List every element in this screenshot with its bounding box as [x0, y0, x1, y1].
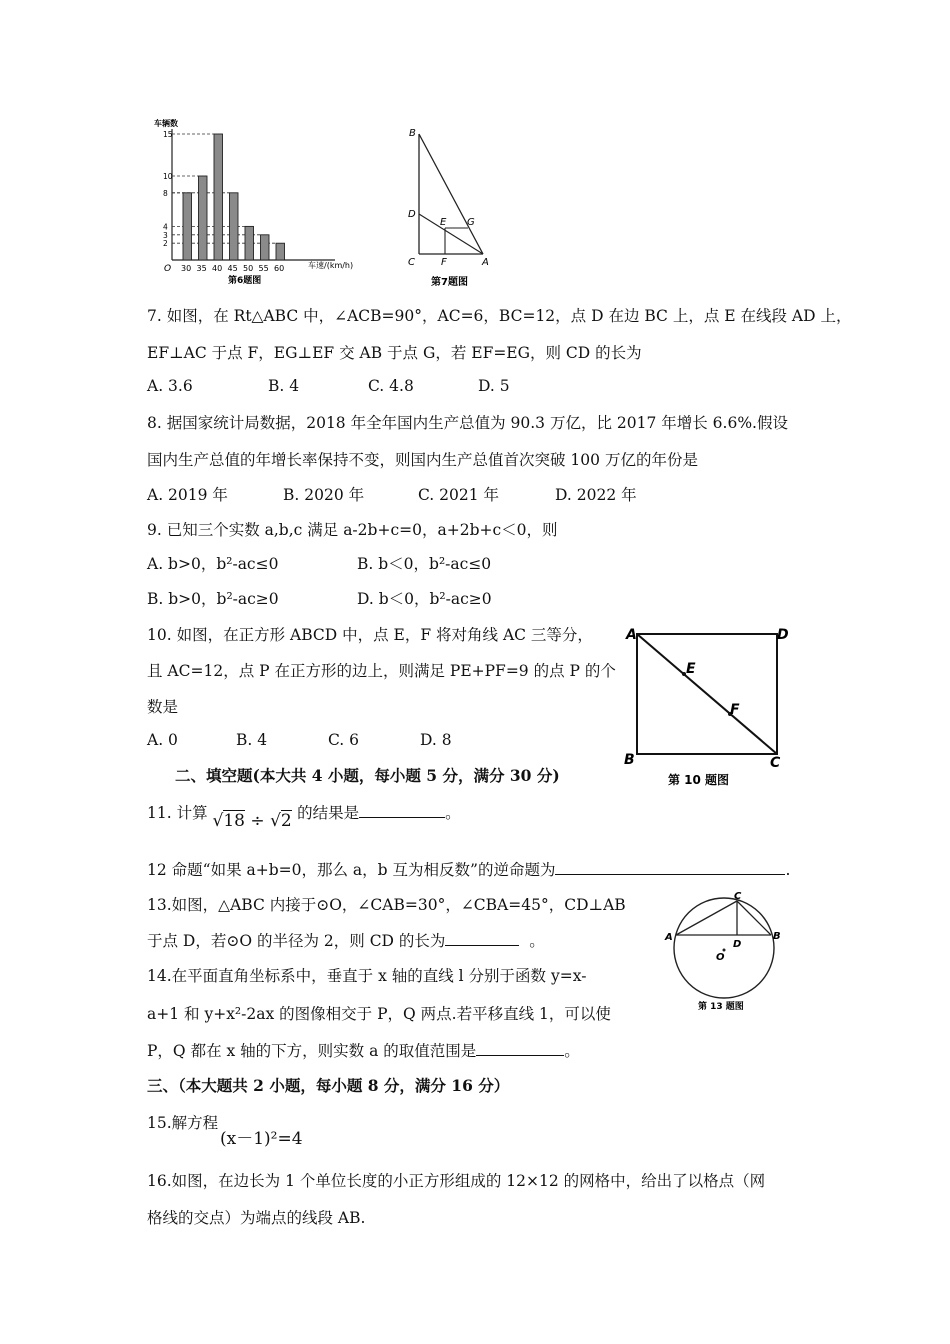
fig10-label-b: B [624, 752, 635, 768]
q10-line2: 且 AC=12，点 P 在正方形的边上，则满足 PE+PF=9 的点 P 的个 [147, 662, 616, 680]
fig13-circle [674, 898, 774, 998]
q14-answer-blank [476, 1039, 564, 1056]
q11-line [147, 801, 461, 831]
fig13-label-c: C [734, 891, 742, 902]
fig10-label-c: C [770, 755, 781, 771]
q7-line2: EF⊥AC 于点 F，EG⊥EF 交 AB 于点 G，若 EF=EG，则 CD 的长为 [147, 344, 642, 362]
fig10-label-a: A [626, 627, 637, 643]
fig10-square-diagram [622, 622, 802, 792]
sqrt-icon: √ [270, 811, 281, 831]
fig10-label-d: D [777, 627, 789, 643]
q10-option-c: C. 6 [328, 731, 360, 749]
q10-line1: 10. 如图，在正方形 ABCD 中，点 E，F 将对角线 AC 三等分， [147, 626, 593, 644]
fig7-label-c: C [408, 257, 415, 268]
fig6-x-tick-label: 40 [212, 264, 223, 273]
q9-line1: 9. 已知三个实数 a,b,c 满足 a-2b+c=0，a+2b+c＜0，则 [147, 521, 558, 539]
section2-heading: 二、填空题(本大共 4 小题，每小题 5 分，满分 30 分) [175, 766, 560, 785]
q13-line1: 13.如图，△ABC 内接于⊙O，∠CAB=30°，∠CBA=45°，CD⊥AB [147, 896, 626, 914]
q14-line2: a+1 和 y+x²-2ax 的图像相交于 P，Q 两点.若平移直线 1，可以使 [147, 1005, 611, 1023]
q10-option-d: D. 8 [420, 731, 452, 749]
fig6-bar [199, 176, 208, 260]
q11-radicand-b: 2 [280, 811, 292, 831]
q10-option-a: A. 0 [147, 731, 178, 749]
fig7-label-a: A [482, 257, 489, 268]
fig13-caption: 第 13 题图 [698, 1002, 744, 1012]
q11-end: 。 [445, 804, 461, 822]
fig13-label-b: B [773, 931, 781, 942]
fig6-y-tick-label: 8 [163, 188, 168, 198]
q11-answer-blank [359, 801, 445, 818]
q15-equation: (x－1)²=4 [220, 1129, 303, 1149]
q9-option-d: D. b＜0，b²-ac≥0 [357, 590, 492, 608]
fig6-bar [261, 235, 270, 260]
q7-option-d: D. 5 [478, 377, 510, 395]
fig6-y-tick-label: 3 [163, 230, 168, 240]
fig7-label-b: B [409, 128, 416, 139]
q13-text: 于点 D，若⊙O 的半径为 2，则 CD 的长为 [147, 932, 446, 950]
fig10-label-e: E [686, 661, 696, 677]
q12-line [147, 858, 790, 880]
q11-prefix: 11. 计算 [147, 804, 208, 822]
fig6-bar [183, 193, 192, 260]
q10-option-b: B. 4 [236, 731, 268, 749]
fig6-y-tick-label: 10 [163, 172, 173, 181]
fig10-label-f: F [730, 702, 740, 718]
q13-end: 。 [529, 932, 545, 950]
q14-line1: 14.在平面直角坐标系中，垂直于 x 轴的直线 l 分别于函数 y=x- [147, 967, 587, 985]
fig6-x-axis-label: 车速/(km/h) [308, 261, 354, 270]
q11-divide: ÷ [250, 811, 265, 831]
fig6-y-tick-label: 4 [163, 222, 168, 232]
fig6-bar-chart [150, 115, 360, 290]
q15-line [147, 1111, 218, 1133]
fig13-line-bc [737, 901, 771, 935]
fig7-triangle-diagram [405, 122, 500, 290]
fig6-x-tick-label: 55 [258, 264, 269, 273]
fig13-label-o: O [716, 952, 725, 963]
fig7-label-g: G [467, 217, 475, 228]
q8-option-c: C. 2021 年 [418, 486, 500, 504]
q8-option-a: A. 2019 年 [147, 486, 228, 504]
fig6-bar [214, 134, 223, 260]
q7-option-b: B. 4 [268, 377, 300, 395]
fig7-caption: 第7题图 [431, 277, 468, 288]
q7-line1: 7. 如图，在 Rt△ABC 中，∠ACB=90°，AC=6，BC=12，点 D 在边 BC 上，点 E 在线段 AD 上， [147, 307, 852, 325]
fig7-label-e: E [440, 217, 447, 228]
q8-option-b: B. 2020 年 [283, 486, 365, 504]
q9-option-b: B. b＜0，b²-ac≤0 [357, 555, 492, 573]
q8-line1: 8. 据国家统计局数据，2018 年全年国内生产总值为 90.3 万亿，比 2017 年增长 6.6%.假设 [147, 414, 788, 432]
fig6-bar [245, 226, 254, 260]
q14-line3 [147, 1039, 580, 1061]
q16-line1: 16.如图，在边长为 1 个单位长度的小正方形组成的 12×12 的网格中，给出了以格点（网 [147, 1172, 766, 1190]
fig6-y-tick-label: 2 [163, 239, 168, 249]
q7-option-a: A. 3.6 [147, 377, 193, 395]
q9-option-a: A. b>0，b²-ac≤0 [147, 555, 279, 573]
fig6-x-tick-label: 60 [274, 264, 285, 273]
q12-answer-blank [555, 858, 785, 875]
q15-prefix: 15.解方程 [147, 1114, 219, 1132]
fig6-caption: 第6题图 [228, 276, 262, 286]
fig10-diagonal-ac [637, 634, 777, 754]
q14-text: P，Q 都在 x 轴的下方，则实数 a 的取值范围是 [147, 1042, 477, 1060]
fig6-y-tick-label: 15 [163, 130, 173, 139]
sqrt-icon: √ [212, 811, 224, 831]
q12-text: 12 命题“如果 a+b=0，那么 a，b 互为相反数”的逆命题为 [147, 861, 556, 879]
q16-line2: 格线的交点）为端点的线段 AB. [147, 1209, 366, 1227]
fig13-line-ac [676, 901, 737, 935]
q12-end: . [785, 861, 791, 879]
fig13-label-a: A [665, 932, 673, 943]
q11-expression [213, 811, 298, 831]
fig13-label-d: D [733, 939, 742, 950]
fig6-origin-label: O [164, 264, 172, 274]
fig6-y-axis-label: 车辆数 [154, 119, 178, 128]
fig6-bar [276, 243, 285, 260]
q11-suffix: 的结果是 [297, 804, 360, 822]
fig6-x-tick-label: 50 [243, 264, 254, 273]
q7-option-c: C. 4.8 [368, 377, 414, 395]
q11-radicand-a: 18 [223, 811, 245, 831]
q14-end: 。 [564, 1042, 580, 1060]
fig7-label-d: D [408, 209, 416, 220]
fig7-line-ab [419, 134, 483, 254]
fig13-circle-diagram [662, 890, 792, 1015]
fig6-x-tick-label: 30 [181, 264, 192, 273]
fig6-bar [230, 193, 239, 260]
fig6-x-tick-label: 45 [227, 264, 238, 273]
section3-heading: 三、（本大题共 2 小题，每小题 8 分，满分 16 分） [147, 1076, 510, 1095]
q9-option-c: B. b>0，b²-ac≥0 [147, 590, 279, 608]
fig7-label-f: F [441, 257, 447, 268]
q13-answer-blank [445, 929, 519, 946]
fig6-x-tick-label: 35 [196, 264, 207, 273]
fig10-caption: 第 10 题图 [668, 773, 730, 787]
q8-option-d: D. 2022 年 [555, 486, 637, 504]
q8-line2: 国内生产总值的年增长率保持不变，则国内生产总值首次突破 100 万亿的年份是 [147, 451, 698, 469]
q10-line3: 数是 [147, 698, 179, 716]
q13-line2 [147, 929, 545, 951]
